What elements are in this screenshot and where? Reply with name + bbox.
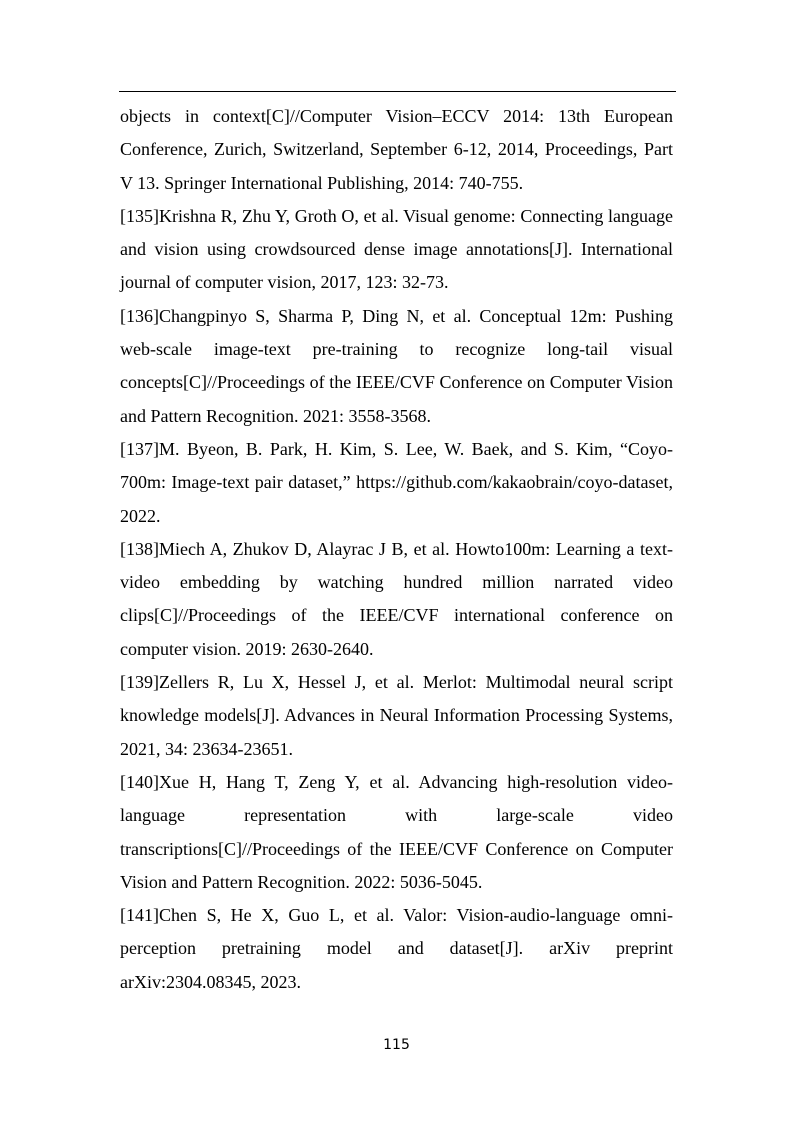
reference-entry-139: [139]Zellers R, Lu X, Hessel J, et al. Merlot: Multimodal neural script knowledge models[J]. Advances in Neural Information Processing Systems, 2021, 34: 23634-23651. xyxy=(120,672,673,759)
reference-entry-135: [135]Krishna R, Zhu Y, Groth O, et al. Visual genome: Connecting language and vision using crowdsourced dense image annotations[J]. International journal of computer vision, 2017, 123: 32-73. xyxy=(120,205,673,293)
reference-entry-140: [140]Xue H, Hang T, Zeng Y, et al. Advancing high-resolution video-language representation with large-scale video transcriptions[C]//Proceedings of the IEEE/CVF Conference on Computer Vision and Pattern Recognition. 2022: 5036-5045. xyxy=(120,771,673,892)
reference-list xyxy=(120,100,673,999)
reference-entry-141: [141]Chen S, He X, Guo L, et al. Valor: Vision-audio-language omni-perception pretraining model and dataset[J]. arXiv preprint arXiv:2304.08345, 2023. xyxy=(120,905,673,992)
header-rule xyxy=(119,91,676,92)
reference-entry-138: [138]Miech A, Zhukov D, Alayrac J B, et al. Howto100m: Learning a text-video embedding by watching hundred million narrated video clips[C]//Proceedings of the IEEE/CVF international conference on computer vision. 2019: 2630-2640. xyxy=(120,538,673,659)
reference-entry-136: [136]Changpinyo S, Sharma P, Ding N, et al. Conceptual 12m: Pushing web-scale image-text pre-training to recognize long-tail visual concepts[C]//Proceedings of the IEEE/CVF Conference on Computer Vision and Pattern Recognition. 2021: 3558-3568. xyxy=(120,305,673,426)
page-number: 115 xyxy=(383,1037,410,1053)
reference-entry-137: [137]M. Byeon, B. Park, H. Kim, S. Lee, W. Baek, and S. Kim, “Coyo-700m: Image-text pair dataset,” https://github.com/kakaobrain/coyo-dataset, 2022. xyxy=(120,438,673,526)
reference-entry-134-continued: objects in context[C]//Computer Vision–ECCV 2014: 13th European Conference, Zurich, Switzerland, September 6-12, 2014, Proceedings, Part V 13. Springer International Publishing, 2014: 740-755. xyxy=(120,106,673,193)
